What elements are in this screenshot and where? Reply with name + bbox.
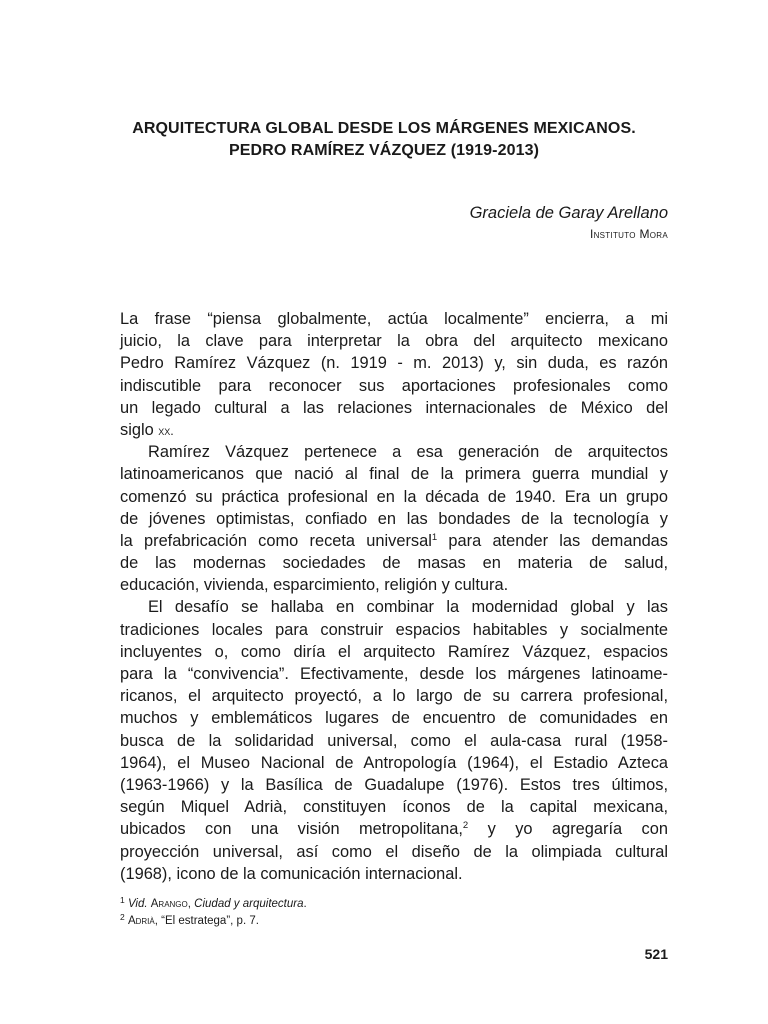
footnote-ref-2[interactable]: 2 [462,820,469,832]
author-institution: Instituto Mora [589,227,668,241]
footnote-number: 2 [120,912,125,922]
century-numeral: xx. [158,423,174,438]
text-line: (1968), icono de la comunicación internacional. [120,864,463,883]
title-line-1: ARQUITECTURA GLOBAL DESDE LOS MÁRGENES MEXICANOS. [132,120,636,137]
text-line: Ramírez Vázquez pertenece a esa generación de arquitectos [148,443,668,462]
text-line: educación, vivienda, esparcimiento, religión y cultura. [120,576,509,595]
text-line: El desafío se hallaba en combinar la modernidad global y las [148,598,668,617]
text-line: comenzó su práctica profesional en la década de 1940. Era un grupo [120,487,668,506]
footnote-author: Arango [150,898,188,910]
text-line: ricanos, el arquitecto proyectó, a lo largo de su carrera profesional, [120,687,668,706]
author-name: Graciela de Garay Arellano [469,204,668,222]
text-line: La frase “piensa globalmente, actúa localmente” encierra, a mi [120,310,668,328]
text-line: para la “convivencia”. Efectivamente, desde los márgenes latinoame- [120,665,668,683]
text-segment: para atender las demandas [437,531,668,550]
title-line-2: PEDRO RAMÍREZ VÁZQUEZ (1919-2013) [228,142,540,159]
text-line [120,530,668,552]
page-number: 521 [644,946,668,962]
body-text [120,308,668,885]
text-line: según Miquel Adrià, constituyen íconos de la capital mexicana, [120,798,668,817]
text-line: de las modernas sociedades de masas en materia de salud, [120,554,668,573]
footnote-separator: , [187,898,191,910]
text-line: muchos y emblemáticos lugares de encuentro de comunidades en [120,709,668,728]
text-segment: la prefabricación como receta universal [120,531,432,550]
footnote-end: . [303,898,307,910]
text-line: tradiciones locales para construir espacios habitables y socialmente [120,620,668,639]
text-line: incluyentes o, como diría el arquitecto Ramírez Vázquez, espacios [120,642,668,661]
text-line [120,419,668,441]
chapter-title [100,118,668,162]
footnote-number: 1 [120,895,125,905]
footnote-rest: , “El estratega”, p. 7. [154,915,259,927]
text-line: un legado cultural a las relaciones internacionales de México del [120,398,668,417]
text-line: busca de la solidaridad universal, como el aula-casa rural (1958- [120,731,668,750]
text-line: 1964), el Museo Nacional de Antropología (1964), el Estadio Azteca [120,753,668,772]
footnote-1 [120,896,668,913]
footnotes [120,896,668,930]
text-line: latinoamericanos que nació al final de la primera guerra mundial y [120,465,668,484]
word: siglo [120,420,154,439]
text-segment: ubicados con una visión metropolitana, [120,820,463,839]
text-line: juicio, la clave para interpretar la obra del arquitecto mexicano [120,332,668,351]
text-line: (1963-1966) y la Basílica de Guadalupe (1976). Estos tres últimos, [120,775,668,794]
footnote-2 [120,913,668,930]
text-line: Pedro Ramírez Vázquez (n. 1919 - m. 2013) y, sin duda, es razón [120,354,668,373]
footnote-ref-1[interactable]: 1 [431,531,438,543]
text-line: proyección universal, así como el diseño de la olimpiada cultural [120,842,668,861]
footnote-author: Adrià [127,915,155,927]
footnote-title: Ciudad y arquitectura [194,898,304,910]
footnote-vid: Vid. [127,898,148,910]
text-line: de jóvenes optimistas, confiado en las bondades de la tecnología y [120,509,668,528]
text-line [120,818,668,840]
text-line: indiscutible para reconocer sus aportaciones profesionales como [120,376,668,395]
text-segment: y yo agregaría con [468,820,668,839]
